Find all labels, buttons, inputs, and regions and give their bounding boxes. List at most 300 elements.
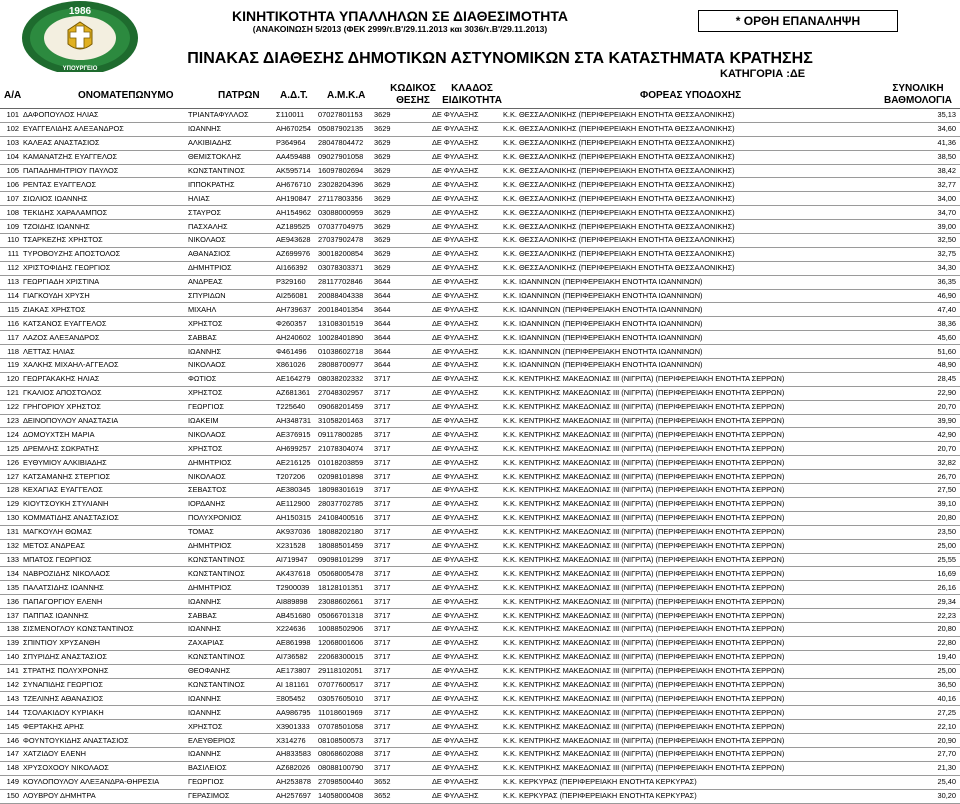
cell-score: 42,90 bbox=[880, 428, 960, 442]
cell-father: ΤΟΜΑΣ bbox=[186, 525, 274, 539]
cell-father: ΣΕΒΑΣΤΟΣ bbox=[186, 484, 274, 498]
cell-score: 25,55 bbox=[880, 553, 960, 567]
cell-score: 23,50 bbox=[880, 525, 960, 539]
cell-klados: ΔΕ ΦΥΛΑΞΗΣ bbox=[430, 206, 501, 220]
cell-father: ΑΛΚΙΒΙΑΔΗΣ bbox=[186, 136, 274, 150]
cell-code: 3717 bbox=[372, 525, 430, 539]
cell-klados: ΔΕ ΦΥΛΑΞΗΣ bbox=[430, 525, 501, 539]
cell-amka: 03057605010 bbox=[316, 692, 372, 706]
cell-adt: ΑΒ451680 bbox=[274, 609, 316, 623]
cell-name: ΚΑΤΣΑΜΑΝΗΣ ΣΤΕΡΓΙΟΣ bbox=[21, 470, 186, 484]
cell-code: 3717 bbox=[372, 692, 430, 706]
cell-foreas: Κ.Κ. ΚΕΝΤΡΙΚΗΣ ΜΑΚΕΔΟΝΙΑΣ ΙΙΙ (ΝΙΓΡΙΤΑ) (ΠΕΡΙΦΕΡΕΙΑΚΗ ΕΝΟΤΗΤΑ ΣΕΡΡΩΝ) bbox=[501, 747, 880, 761]
cell-code: 3717 bbox=[372, 539, 430, 553]
cell-klados: ΔΕ ΦΥΛΑΞΗΣ bbox=[430, 692, 501, 706]
table-title: ΠΙΝΑΚΑΣ ΔΙΑΘΕΣΗΣ ΔΗΜΟΤΙΚΩΝ ΑΣΤΥΝΟΜΙΚΩΝ ΣΤΑ ΚΑΤΑΣΤΗΜΑΤΑ ΚΡΑΤΗΣΗΣ bbox=[187, 50, 813, 67]
cell-amka: 03078303371 bbox=[316, 261, 372, 275]
cell-klados: ΔΕ ΦΥΛΑΞΗΣ bbox=[430, 122, 501, 136]
col-header-klados-line2: ΕΙΔΙΚΟΤΗΤΑ bbox=[442, 95, 502, 106]
cell-father: ΔΗΜΗΤΡΙΟΣ bbox=[186, 581, 274, 595]
cell-amka: 14058000408 bbox=[316, 789, 372, 803]
cell-father: ΜΙΧΑΗΛ bbox=[186, 303, 274, 317]
cell-score: 27,50 bbox=[880, 484, 960, 498]
cell-score: 29,34 bbox=[880, 595, 960, 609]
cell-code: 3717 bbox=[372, 622, 430, 636]
cell-adt: Χ224636 bbox=[274, 622, 316, 636]
cell-klados: ΔΕ ΦΥΛΑΞΗΣ bbox=[430, 109, 501, 122]
cell-name: ΧΡΥΣΟΧΟΟΥ ΝΙΚΟΛΑΟΣ bbox=[21, 761, 186, 775]
cell-klados: ΔΕ ΦΥΛΑΞΗΣ bbox=[430, 164, 501, 178]
cell-foreas: Κ.Κ. ΚΕΝΤΡΙΚΗΣ ΜΑΚΕΔΟΝΙΑΣ ΙΙΙ (ΝΙΓΡΙΤΑ) (ΠΕΡΙΦΕΡΕΙΑΚΗ ΕΝΟΤΗΤΑ ΣΕΡΡΩΝ) bbox=[501, 664, 880, 678]
cell-foreas: Κ.Κ. ΘΕΣΣΑΛΟΝΙΚΗΣ (ΠΕΡΙΦΕΡΕΙΑΚΗ ΕΝΟΤΗΤΑ ΘΕΣΣΑΛΟΝΙΚΗΣ) bbox=[501, 164, 880, 178]
table-row bbox=[0, 609, 960, 623]
cell-aa: 108 bbox=[0, 206, 21, 220]
cell-name: ΔΑΦΟΠΟΥΛΟΣ ΗΛΙΑΣ bbox=[21, 109, 186, 122]
cell-code: 3644 bbox=[372, 345, 430, 359]
col-header-aa: Α/Α bbox=[4, 90, 22, 101]
correction-badge: * ΟΡΘΗ ΕΠΑΝΑΛΗΨΗ bbox=[698, 10, 898, 32]
cell-name: ΤΣΑΡΚΕΖΗΣ ΧΡΗΣΤΟΣ bbox=[21, 234, 186, 248]
cell-code: 3717 bbox=[372, 664, 430, 678]
cell-name: ΕΥΑΓΓΕΛΙΔΗΣ ΑΛΕΞΑΝΔΡΟΣ bbox=[21, 122, 186, 136]
cell-amka: 07027801153 bbox=[316, 109, 372, 122]
cell-klados: ΔΕ ΦΥΛΑΞΗΣ bbox=[430, 539, 501, 553]
cell-father: ΙΩΑΝΝΗΣ bbox=[186, 706, 274, 720]
cell-score: 39,10 bbox=[880, 497, 960, 511]
cell-aa: 148 bbox=[0, 761, 21, 775]
cell-adt: ΑΖ682026 bbox=[274, 761, 316, 775]
table-row bbox=[0, 289, 960, 303]
cell-klados: ΔΕ ΦΥΛΑΞΗΣ bbox=[430, 414, 501, 428]
cell-father: ΙΩΑΝΝΗΣ bbox=[186, 747, 274, 761]
cell-name: ΤΣΟΛΑΚΙΔΟΥ ΚΥΡΙΑΚΗ bbox=[21, 706, 186, 720]
cell-father: ΔΗΜΗΤΡΙΟΣ bbox=[186, 539, 274, 553]
cell-father: ΙΩΑΚΕΙΜ bbox=[186, 414, 274, 428]
cell-klados: ΔΕ ΦΥΛΑΞΗΣ bbox=[430, 261, 501, 275]
cell-amka: 20018401354 bbox=[316, 303, 372, 317]
cell-code: 3629 bbox=[372, 220, 430, 234]
cell-code: 3717 bbox=[372, 511, 430, 525]
cell-foreas: Κ.Κ. ΚΕΝΤΡΙΚΗΣ ΜΑΚΕΔΟΝΙΑΣ ΙΙΙ (ΝΙΓΡΙΤΑ) (ΠΕΡΙΦΕΡΕΙΑΚΗ ΕΝΟΤΗΤΑ ΣΕΡΡΩΝ) bbox=[501, 706, 880, 720]
cell-klados: ΔΕ ΦΥΛΑΞΗΣ bbox=[430, 775, 501, 789]
cell-amka: 07077600517 bbox=[316, 678, 372, 692]
cell-father: ΙΩΑΝΝΗΣ bbox=[186, 692, 274, 706]
cell-klados: ΔΕ ΦΥΛΑΞΗΣ bbox=[430, 275, 501, 289]
cell-aa: 112 bbox=[0, 261, 21, 275]
cell-code: 3629 bbox=[372, 192, 430, 206]
cell-foreas: Κ.Κ. ΚΕΝΤΡΙΚΗΣ ΜΑΚΕΔΟΝΙΑΣ ΙΙΙ (ΝΙΓΡΙΤΑ) (ΠΕΡΙΦΕΡΕΙΑΚΗ ΕΝΟΤΗΤΑ ΣΕΡΡΩΝ) bbox=[501, 622, 880, 636]
cell-score: 47,40 bbox=[880, 303, 960, 317]
cell-adt: ΑΗ240602 bbox=[274, 331, 316, 345]
table-row bbox=[0, 220, 960, 234]
cell-klados: ΔΕ ΦΥΛΑΞΗΣ bbox=[430, 720, 501, 734]
table-row bbox=[0, 109, 960, 122]
cell-code: 3644 bbox=[372, 289, 430, 303]
cell-aa: 146 bbox=[0, 734, 21, 748]
table-row bbox=[0, 372, 960, 386]
col-header-amka: Α.Μ.Κ.Α bbox=[327, 90, 366, 101]
cell-score: 26,70 bbox=[880, 470, 960, 484]
cell-code: 3717 bbox=[372, 706, 430, 720]
cell-aa: 147 bbox=[0, 747, 21, 761]
cell-score: 25,40 bbox=[880, 775, 960, 789]
cell-klados: ΔΕ ΦΥΛΑΞΗΣ bbox=[430, 761, 501, 775]
table-body bbox=[0, 109, 960, 803]
cell-amka: 27098500440 bbox=[316, 775, 372, 789]
cell-score: 27,25 bbox=[880, 706, 960, 720]
cell-score: 40,16 bbox=[880, 692, 960, 706]
cell-foreas: Κ.Κ. ΚΕΝΤΡΙΚΗΣ ΜΑΚΕΔΟΝΙΑΣ ΙΙΙ (ΝΙΓΡΙΤΑ) (ΠΕΡΙΦΕΡΕΙΑΚΗ ΕΝΟΤΗΤΑ ΣΕΡΡΩΝ) bbox=[501, 484, 880, 498]
cell-score: 32,75 bbox=[880, 247, 960, 261]
table-row bbox=[0, 303, 960, 317]
table-row bbox=[0, 650, 960, 664]
cell-adt: Φ461496 bbox=[274, 345, 316, 359]
cell-amka: 22068300015 bbox=[316, 650, 372, 664]
cell-amka: 01038602718 bbox=[316, 345, 372, 359]
cell-father: ΚΩΝΣΤΑΝΤΙΝΟΣ bbox=[186, 678, 274, 692]
cell-adt: Τ207206 bbox=[274, 470, 316, 484]
cell-name: ΦΕΡΤΑΚΗΣ ΑΡΗΣ bbox=[21, 720, 186, 734]
cell-klados: ΔΕ ΦΥΛΑΞΗΣ bbox=[430, 359, 501, 373]
cell-amka: 27117803356 bbox=[316, 192, 372, 206]
table-row bbox=[0, 511, 960, 525]
cell-aa: 127 bbox=[0, 470, 21, 484]
cell-aa: 129 bbox=[0, 497, 21, 511]
cell-klados: ΔΕ ΦΥΛΑΞΗΣ bbox=[430, 456, 501, 470]
cell-amka: 01018203859 bbox=[316, 456, 372, 470]
table-row bbox=[0, 400, 960, 414]
table-row bbox=[0, 595, 960, 609]
cell-foreas: Κ.Κ. ΚΕΡΚΥΡΑΣ (ΠΕΡΙΦΕΡΕΙΑΚΗ ΕΝΟΤΗΤΑ ΚΕΡΚΥΡΑΣ) bbox=[501, 789, 880, 803]
cell-adt: ΑΙ719947 bbox=[274, 553, 316, 567]
cell-code: 3629 bbox=[372, 247, 430, 261]
cell-klados: ΔΕ ΦΥΛΑΞΗΣ bbox=[430, 345, 501, 359]
cell-adt: ΑΑ459488 bbox=[274, 150, 316, 164]
cell-klados: ΔΕ ΦΥΛΑΞΗΣ bbox=[430, 567, 501, 581]
cell-klados: ΔΕ ΦΥΛΑΞΗΣ bbox=[430, 428, 501, 442]
cell-aa: 107 bbox=[0, 192, 21, 206]
cell-name: ΣΤΡΑΤΗΣ ΠΟΛΥΧΡΟΝΗΣ bbox=[21, 664, 186, 678]
table-row bbox=[0, 317, 960, 331]
table-row bbox=[0, 692, 960, 706]
cell-score: 38,42 bbox=[880, 164, 960, 178]
cell-klados: ΔΕ ΦΥΛΑΞΗΣ bbox=[430, 650, 501, 664]
col-header-name: ΟΝΟΜΑΤΕΠΩΝΥΜΟ bbox=[78, 90, 174, 101]
cell-name: ΜΑΓΚΟΥΛΗ ΘΩΜΑΣ bbox=[21, 525, 186, 539]
cell-foreas: Κ.Κ. ΚΕΝΤΡΙΚΗΣ ΜΑΚΕΔΟΝΙΑΣ ΙΙΙ (ΝΙΓΡΙΤΑ) (ΠΕΡΙΦΕΡΕΙΑΚΗ ΕΝΟΤΗΤΑ ΣΕΡΡΩΝ) bbox=[501, 720, 880, 734]
cell-klados: ΔΕ ΦΥΛΑΞΗΣ bbox=[430, 581, 501, 595]
cell-adt: ΑΚ595714 bbox=[274, 164, 316, 178]
cell-foreas: Κ.Κ. ΚΕΝΤΡΙΚΗΣ ΜΑΚΕΔΟΝΙΑΣ ΙΙΙ (ΝΙΓΡΙΤΑ) (ΠΕΡΙΦΕΡΕΙΑΚΗ ΕΝΟΤΗΤΑ ΣΕΡΡΩΝ) bbox=[501, 650, 880, 664]
cell-aa: 120 bbox=[0, 372, 21, 386]
cell-code: 3717 bbox=[372, 650, 430, 664]
table-row bbox=[0, 345, 960, 359]
cell-klados: ΔΕ ΦΥΛΑΞΗΣ bbox=[430, 400, 501, 414]
col-header-foreas: ΦΟΡΕΑΣ ΥΠΟΔΟΧΗΣ bbox=[640, 90, 742, 101]
cell-name: ΣΙΣΜΕΝΟΓΛΟΥ ΚΩΝΣΤΑΝΤΙΝΟΣ bbox=[21, 622, 186, 636]
cell-aa: 105 bbox=[0, 164, 21, 178]
table-row bbox=[0, 622, 960, 636]
cell-foreas: Κ.Κ. ΘΕΣΣΑΛΟΝΙΚΗΣ (ΠΕΡΙΦΕΡΕΙΑΚΗ ΕΝΟΤΗΤΑ ΘΕΣΣΑΛΟΝΙΚΗΣ) bbox=[501, 178, 880, 192]
cell-klados: ΔΕ ΦΥΛΑΞΗΣ bbox=[430, 622, 501, 636]
cell-adt: ΑΗ253878 bbox=[274, 775, 316, 789]
cell-klados: ΔΕ ΦΥΛΑΞΗΣ bbox=[430, 289, 501, 303]
cell-father: ΠΟΛΥΧΡΟΝΙΟΣ bbox=[186, 511, 274, 525]
col-header-code-line2: ΘΕΣΗΣ bbox=[396, 95, 430, 106]
cell-aa: 126 bbox=[0, 456, 21, 470]
cell-aa: 123 bbox=[0, 414, 21, 428]
cell-code: 3717 bbox=[372, 720, 430, 734]
cell-klados: ΔΕ ΦΥΛΑΞΗΣ bbox=[430, 553, 501, 567]
col-header-score bbox=[878, 83, 958, 107]
cell-father: ΙΩΑΝΝΗΣ bbox=[186, 622, 274, 636]
table-row bbox=[0, 497, 960, 511]
cell-foreas: Κ.Κ. ΚΕΝΤΡΙΚΗΣ ΜΑΚΕΔΟΝΙΑΣ ΙΙΙ (ΝΙΓΡΙΤΑ) (ΠΕΡΙΦΕΡΕΙΑΚΗ ΕΝΟΤΗΤΑ ΣΕΡΡΩΝ) bbox=[501, 414, 880, 428]
cell-name: ΠΑΠΑΔΗΜΗΤΡΙΟΥ ΠΑΥΛΟΣ bbox=[21, 164, 186, 178]
cell-foreas: Κ.Κ. ΘΕΣΣΑΛΟΝΙΚΗΣ (ΠΕΡΙΦΕΡΕΙΑΚΗ ΕΝΟΤΗΤΑ ΘΕΣΣΑΛΟΝΙΚΗΣ) bbox=[501, 150, 880, 164]
cell-foreas: Κ.Κ. ΚΕΝΤΡΙΚΗΣ ΜΑΚΕΔΟΝΙΑΣ ΙΙΙ (ΝΙΓΡΙΤΑ) (ΠΕΡΙΦΕΡΕΙΑΚΗ ΕΝΟΤΗΤΑ ΣΕΡΡΩΝ) bbox=[501, 386, 880, 400]
cell-name: ΡΕΝΤΑΣ ΕΥΑΓΓΕΛΟΣ bbox=[21, 178, 186, 192]
cell-name: ΣΥΝΑΠΙΔΗΣ ΓΕΩΡΓΙΟΣ bbox=[21, 678, 186, 692]
cell-amka: 08108500573 bbox=[316, 734, 372, 748]
cell-score: 30,20 bbox=[880, 789, 960, 803]
table-row bbox=[0, 636, 960, 650]
cell-klados: ΔΕ ΦΥΛΑΞΗΣ bbox=[430, 636, 501, 650]
cell-score: 22,10 bbox=[880, 720, 960, 734]
cell-code: 3629 bbox=[372, 206, 430, 220]
cell-adt: ΑΑ986795 bbox=[274, 706, 316, 720]
cell-score: 32,50 bbox=[880, 234, 960, 248]
cell-amka: 10088502906 bbox=[316, 622, 372, 636]
cell-foreas: Κ.Κ. ΚΕΝΤΡΙΚΗΣ ΜΑΚΕΔΟΝΙΑΣ ΙΙΙ (ΝΙΓΡΙΤΑ) (ΠΕΡΙΦΕΡΕΙΑΚΗ ΕΝΟΤΗΤΑ ΣΕΡΡΩΝ) bbox=[501, 539, 880, 553]
cell-name: ΦΟΥΝΤΟΥΚΙΔΗΣ ΑΝΑΣΤΑΣΙΟΣ bbox=[21, 734, 186, 748]
cell-aa: 106 bbox=[0, 178, 21, 192]
cell-father: ΑΝΔΡΕΑΣ bbox=[186, 275, 274, 289]
table-row bbox=[0, 720, 960, 734]
cell-code: 3717 bbox=[372, 497, 430, 511]
cell-klados: ΔΕ ΦΥΛΑΞΗΣ bbox=[430, 664, 501, 678]
cell-adt: Ξ805452 bbox=[274, 692, 316, 706]
cell-father: ΣΠΥΡΙΔΩΝ bbox=[186, 289, 274, 303]
cell-aa: 119 bbox=[0, 359, 21, 373]
cell-foreas: Κ.Κ. ΚΕΝΤΡΙΚΗΣ ΜΑΚΕΔΟΝΙΑΣ ΙΙΙ (ΝΙΓΡΙΤΑ) (ΠΕΡΙΦΕΡΕΙΑΚΗ ΕΝΟΤΗΤΑ ΣΕΡΡΩΝ) bbox=[501, 553, 880, 567]
cell-name: ΚΟΜΜΑΤΙΔΗΣ ΑΝΑΣΤΑΣΙΟΣ bbox=[21, 511, 186, 525]
cell-adt: ΑΗ699257 bbox=[274, 442, 316, 456]
cell-foreas: Κ.Κ. ΚΕΝΤΡΙΚΗΣ ΜΑΚΕΔΟΝΙΑΣ ΙΙΙ (ΝΙΓΡΙΤΑ) (ΠΕΡΙΦΕΡΕΙΑΚΗ ΕΝΟΤΗΤΑ ΣΕΡΡΩΝ) bbox=[501, 400, 880, 414]
cell-amka: 27037902478 bbox=[316, 234, 372, 248]
cell-klados: ΔΕ ΦΥΛΑΞΗΣ bbox=[430, 303, 501, 317]
cell-code: 3717 bbox=[372, 456, 430, 470]
cell-foreas: Κ.Κ. ΙΩΑΝΝΙΝΩΝ (ΠΕΡΙΦΕΡΕΙΑΚΗ ΕΝΟΤΗΤΑ ΙΩΑΝΝΙΝΩΝ) bbox=[501, 303, 880, 317]
cell-klados: ΔΕ ΦΥΛΑΞΗΣ bbox=[430, 331, 501, 345]
table-row bbox=[0, 261, 960, 275]
cell-name: ΚΑΛΕΑΣ ΑΝΑΣΤΑΣΙΟΣ bbox=[21, 136, 186, 150]
cell-name: ΧΑΤΖΙΔΟΥ ΕΛΕΝΗ bbox=[21, 747, 186, 761]
cell-adt: ΑΗ739637 bbox=[274, 303, 316, 317]
cell-adt: Χ3901333 bbox=[274, 720, 316, 734]
cell-amka: 09068201459 bbox=[316, 400, 372, 414]
cell-foreas: Κ.Κ. ΘΕΣΣΑΛΟΝΙΚΗΣ (ΠΕΡΙΦΕΡΕΙΑΚΗ ΕΝΟΤΗΤΑ ΘΕΣΣΑΛΟΝΙΚΗΣ) bbox=[501, 109, 880, 122]
cell-name: ΚΟΥΛΟΠΟΥΛΟΥ ΑΛΕΞΑΝΔΡΑ-ΘΗΡΕΣΙΑ bbox=[21, 775, 186, 789]
cell-foreas: Κ.Κ. ΚΕΝΤΡΙΚΗΣ ΜΑΚΕΔΟΝΙΑΣ ΙΙΙ (ΝΙΓΡΙΤΑ) (ΠΕΡΙΦΕΡΕΙΑΚΗ ΕΝΟΤΗΤΑ ΣΕΡΡΩΝ) bbox=[501, 470, 880, 484]
cell-name: ΚΙΟΥΤΣΟΥΚΗ ΣΤΥΛΙΑΝΗ bbox=[21, 497, 186, 511]
cell-score: 34,00 bbox=[880, 192, 960, 206]
cell-code: 3717 bbox=[372, 581, 430, 595]
col-header-father: ΠΑΤΡΩΝ bbox=[218, 90, 260, 101]
table-row bbox=[0, 581, 960, 595]
cell-adt: Χ861026 bbox=[274, 359, 316, 373]
cell-code: 3717 bbox=[372, 414, 430, 428]
cell-code: 3644 bbox=[372, 317, 430, 331]
cell-code: 3717 bbox=[372, 734, 430, 748]
cell-foreas: Κ.Κ. ΚΕΝΤΡΙΚΗΣ ΜΑΚΕΔΟΝΙΑΣ ΙΙΙ (ΝΙΓΡΙΤΑ) (ΠΕΡΙΦΕΡΕΙΑΚΗ ΕΝΟΤΗΤΑ ΣΕΡΡΩΝ) bbox=[501, 761, 880, 775]
cell-name: ΚΑΤΣΑΝΟΣ ΕΥΑΓΓΕΛΟΣ bbox=[21, 317, 186, 331]
cell-adt: ΑΗ190847 bbox=[274, 192, 316, 206]
cell-aa: 125 bbox=[0, 442, 21, 456]
cell-amka: 07037704975 bbox=[316, 220, 372, 234]
cell-father: ΖΑΧΑΡΙΑΣ bbox=[186, 636, 274, 650]
cell-amka: 30018200854 bbox=[316, 247, 372, 261]
col-header-score-line2: ΒΑΘΜΟΛΟΓΙΑ bbox=[884, 95, 952, 106]
cell-aa: 113 bbox=[0, 275, 21, 289]
cell-father: ΦΩΤΙΟΣ bbox=[186, 372, 274, 386]
table-row bbox=[0, 484, 960, 498]
announcement-reference: (ΑΝΑΚΟΙΝΩΣΗ 5/2013 (ΦΕΚ 2999/τ.Β'/29.11.2013 και 3036/τ.Β'/29.11.2013) bbox=[252, 24, 548, 34]
table-row bbox=[0, 678, 960, 692]
cell-aa: 128 bbox=[0, 484, 21, 498]
cell-aa: 115 bbox=[0, 303, 21, 317]
table-row bbox=[0, 553, 960, 567]
cell-foreas: Κ.Κ. ΚΕΝΤΡΙΚΗΣ ΜΑΚΕΔΟΝΙΑΣ ΙΙΙ (ΝΙΓΡΙΤΑ) (ΠΕΡΙΦΕΡΕΙΑΚΗ ΕΝΟΤΗΤΑ ΣΕΡΡΩΝ) bbox=[501, 497, 880, 511]
cell-father: ΝΙΚΟΛΑΟΣ bbox=[186, 428, 274, 442]
ministry-logo bbox=[16, 0, 144, 72]
cell-amka: 08088100790 bbox=[316, 761, 372, 775]
cell-name: ΛΟΥΒΡΟΥ ΔΗΜΗΤΡΑ bbox=[21, 789, 186, 803]
cell-klados: ΔΕ ΦΥΛΑΞΗΣ bbox=[430, 747, 501, 761]
cell-amka: 05068005478 bbox=[316, 567, 372, 581]
cell-code: 3629 bbox=[372, 178, 430, 192]
table-row bbox=[0, 414, 960, 428]
table-row bbox=[0, 206, 960, 220]
cell-score: 34,70 bbox=[880, 206, 960, 220]
cell-amka: 29118102051 bbox=[316, 664, 372, 678]
cell-amka: 12068001606 bbox=[316, 636, 372, 650]
cell-name: ΓΙΑΓΚΟΥΔΗ ΧΡΥΣΗ bbox=[21, 289, 186, 303]
cell-foreas: Κ.Κ. ΘΕΣΣΑΛΟΝΙΚΗΣ (ΠΕΡΙΦΕΡΕΙΑΚΗ ΕΝΟΤΗΤΑ ΘΕΣΣΑΛΟΝΙΚΗΣ) bbox=[501, 261, 880, 275]
cell-aa: 132 bbox=[0, 539, 21, 553]
cell-father: ΘΕΟΦΑΝΗΣ bbox=[186, 664, 274, 678]
cell-aa: 124 bbox=[0, 428, 21, 442]
cell-aa: 118 bbox=[0, 345, 21, 359]
cell-klados: ΔΕ ΦΥΛΑΞΗΣ bbox=[430, 178, 501, 192]
cell-father: ΓΕΡΑΣΙΜΟΣ bbox=[186, 789, 274, 803]
cell-father: ΙΩΑΝΝΗΣ bbox=[186, 595, 274, 609]
cell-amka: 28117702846 bbox=[316, 275, 372, 289]
cell-aa: 143 bbox=[0, 692, 21, 706]
cell-amka: 23088602661 bbox=[316, 595, 372, 609]
cell-klados: ΔΕ ΦΥΛΑΞΗΣ bbox=[430, 789, 501, 803]
cell-score: 51,60 bbox=[880, 345, 960, 359]
cell-code: 3717 bbox=[372, 372, 430, 386]
table-row bbox=[0, 775, 960, 789]
cell-name: ΝΑΒΡΟΖΙΔΗΣ ΝΙΚΟΛΑΟΣ bbox=[21, 567, 186, 581]
cell-score: 26,16 bbox=[880, 581, 960, 595]
cell-score: 22,90 bbox=[880, 386, 960, 400]
cell-score: 19,40 bbox=[880, 650, 960, 664]
cell-score: 34,30 bbox=[880, 261, 960, 275]
table-row bbox=[0, 470, 960, 484]
table-row bbox=[0, 359, 960, 373]
cell-adt: ΑΕ380345 bbox=[274, 484, 316, 498]
cell-aa: 130 bbox=[0, 511, 21, 525]
cell-adt: ΑΗ676710 bbox=[274, 178, 316, 192]
cell-klados: ΔΕ ΦΥΛΑΞΗΣ bbox=[430, 609, 501, 623]
cell-aa: 138 bbox=[0, 622, 21, 636]
cell-klados: ΔΕ ΦΥΛΑΞΗΣ bbox=[430, 386, 501, 400]
cell-aa: 142 bbox=[0, 678, 21, 692]
cell-amka: 28088700977 bbox=[316, 359, 372, 373]
cell-father: ΘΕΜΙΣΤΟΚΛΗΣ bbox=[186, 150, 274, 164]
cell-name: ΖΙΑΚΑΣ ΧΡΗΣΤΟΣ bbox=[21, 303, 186, 317]
cell-father: ΚΩΝΣΤΑΝΤΙΝΟΣ bbox=[186, 164, 274, 178]
cell-foreas: Κ.Κ. ΘΕΣΣΑΛΟΝΙΚΗΣ (ΠΕΡΙΦΕΡΕΙΑΚΗ ΕΝΟΤΗΤΑ ΘΕΣΣΑΛΟΝΙΚΗΣ) bbox=[501, 122, 880, 136]
table-row bbox=[0, 539, 960, 553]
cell-code: 3629 bbox=[372, 122, 430, 136]
cell-foreas: Κ.Κ. ΘΕΣΣΑΛΟΝΙΚΗΣ (ΠΕΡΙΦΕΡΕΙΑΚΗ ΕΝΟΤΗΤΑ ΘΕΣΣΑΛΟΝΙΚΗΣ) bbox=[501, 136, 880, 150]
cell-adt: ΑΗ150315 bbox=[274, 511, 316, 525]
table-row bbox=[0, 386, 960, 400]
cell-code: 3717 bbox=[372, 761, 430, 775]
cell-name: ΛΑΖΟΣ ΑΛΕΞΑΝΔΡΟΣ bbox=[21, 331, 186, 345]
cell-name: ΛΕΤΤΑΣ ΗΛΙΑΣ bbox=[21, 345, 186, 359]
cell-score: 36,35 bbox=[880, 275, 960, 289]
cell-klados: ΔΕ ΦΥΛΑΞΗΣ bbox=[430, 678, 501, 692]
cell-adt: ΑΙ889898 bbox=[274, 595, 316, 609]
logo-year: 1986 bbox=[68, 6, 92, 17]
cell-aa: 122 bbox=[0, 400, 21, 414]
cell-code: 3717 bbox=[372, 747, 430, 761]
cell-score: 45,60 bbox=[880, 331, 960, 345]
cell-adt: ΑΙ166392 bbox=[274, 261, 316, 275]
cell-amka: 27048302957 bbox=[316, 386, 372, 400]
cell-father: ΚΩΝΣΤΑΝΤΙΝΟΣ bbox=[186, 567, 274, 581]
cell-code: 3629 bbox=[372, 150, 430, 164]
cell-foreas: Κ.Κ. ΚΕΝΤΡΙΚΗΣ ΜΑΚΕΔΟΝΙΑΣ ΙΙΙ (ΝΙΓΡΙΤΑ) (ΠΕΡΙΦΕΡΕΙΑΚΗ ΕΝΟΤΗΤΑ ΣΕΡΡΩΝ) bbox=[501, 567, 880, 581]
cell-foreas: Κ.Κ. ΙΩΑΝΝΙΝΩΝ (ΠΕΡΙΦΕΡΕΙΑΚΗ ΕΝΟΤΗΤΑ ΙΩΑΝΝΙΝΩΝ) bbox=[501, 345, 880, 359]
cell-klados: ΔΕ ΦΥΛΑΞΗΣ bbox=[430, 150, 501, 164]
cell-code: 3644 bbox=[372, 359, 430, 373]
cell-code: 3717 bbox=[372, 470, 430, 484]
cell-score: 36,50 bbox=[880, 678, 960, 692]
cell-father: ΙΩΑΝΝΗΣ bbox=[186, 122, 274, 136]
table-row bbox=[0, 331, 960, 345]
cell-amka: 05087902135 bbox=[316, 122, 372, 136]
cell-amka: 10028401890 bbox=[316, 331, 372, 345]
cell-father: ΧΡΗΣΤΟΣ bbox=[186, 720, 274, 734]
cell-code: 3652 bbox=[372, 775, 430, 789]
table-row bbox=[0, 247, 960, 261]
cell-name: ΠΑΛΑΤΣΙΔΗΣ ΙΩΑΝΝΗΣ bbox=[21, 581, 186, 595]
cell-aa: 104 bbox=[0, 150, 21, 164]
cell-score: 39,90 bbox=[880, 414, 960, 428]
cell-aa: 136 bbox=[0, 595, 21, 609]
cell-foreas: Κ.Κ. ΚΕΝΤΡΙΚΗΣ ΜΑΚΕΔΟΝΙΑΣ ΙΙΙ (ΝΙΓΡΙΤΑ) (ΠΕΡΙΦΕΡΕΙΑΚΗ ΕΝΟΤΗΤΑ ΣΕΡΡΩΝ) bbox=[501, 442, 880, 456]
cell-adt: ΑΗ833583 bbox=[274, 747, 316, 761]
cell-foreas: Κ.Κ. ΚΕΝΤΡΙΚΗΣ ΜΑΚΕΔΟΝΙΑΣ ΙΙΙ (ΝΙΓΡΙΤΑ) (ΠΕΡΙΦΕΡΕΙΑΚΗ ΕΝΟΤΗΤΑ ΣΕΡΡΩΝ) bbox=[501, 372, 880, 386]
cell-adt: ΑΙ736582 bbox=[274, 650, 316, 664]
cell-foreas: Κ.Κ. ΚΕΡΚΥΡΑΣ (ΠΕΡΙΦΕΡΕΙΑΚΗ ΕΝΟΤΗΤΑ ΚΕΡΚΥΡΑΣ) bbox=[501, 775, 880, 789]
cell-name: ΔΕΙΝΟΠΟΥΛΟΥ ΑΝΑΣΤΑΣΙΑ bbox=[21, 414, 186, 428]
